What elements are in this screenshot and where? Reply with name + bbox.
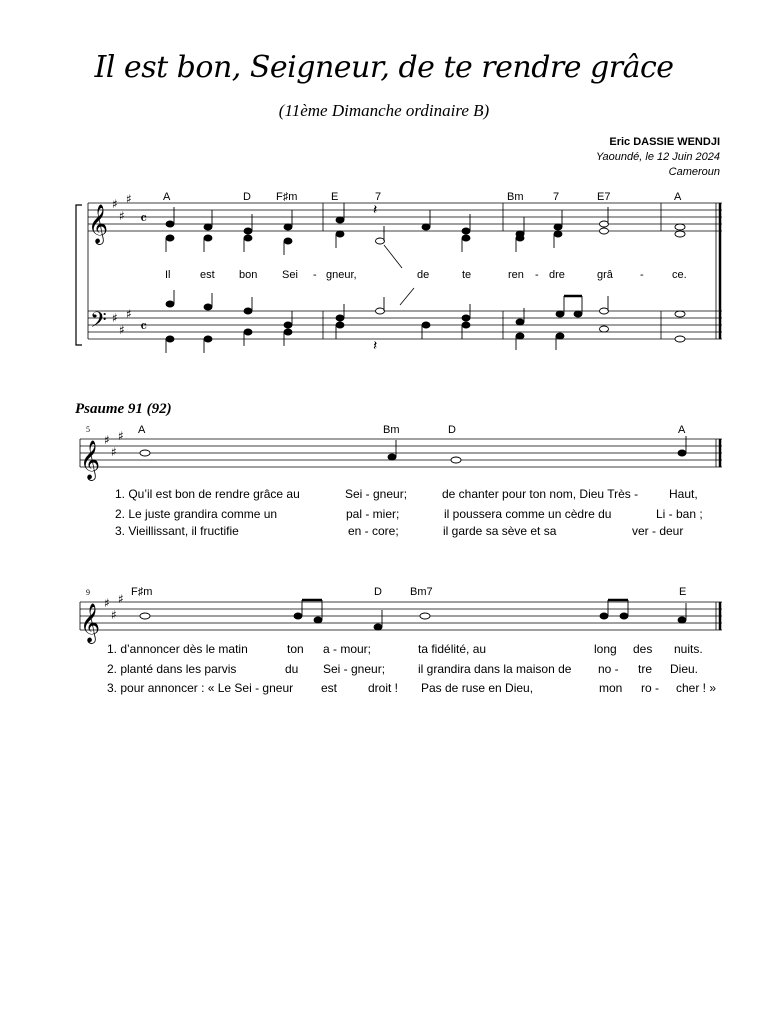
common-time-icon: 𝄴 — [140, 209, 148, 228]
treble-clef-icon: 𝄞 — [80, 603, 101, 643]
chord-symbol: A — [678, 424, 686, 436]
chord-symbol: E — [331, 191, 339, 203]
common-time-icon: 𝄴 — [140, 317, 148, 336]
verse-text: il poussera comme un cèdre du — [444, 507, 612, 521]
verse-text: ton — [287, 642, 304, 656]
verse-text: Sei - gneur; — [323, 662, 386, 676]
chord-symbol: F♯m — [276, 191, 298, 203]
chord-symbol: E7 — [597, 191, 611, 203]
verse-text: pal - mier; — [346, 507, 400, 521]
verse-text: en - core; — [348, 524, 399, 538]
verse-text: 1. Qu’il est bon de rendre grâce au — [115, 487, 300, 501]
treble-clef-icon: 𝄞 — [88, 204, 109, 244]
verse-text: Li - ban ; — [656, 507, 703, 521]
verse-text: il garde sa sève et sa — [443, 524, 557, 538]
place-date: Yaoundé, le 12 Juin 2024 — [596, 151, 720, 163]
bass-clef-icon: 𝄢 — [90, 308, 107, 338]
quarter-rest-icon: 𝄽 — [373, 338, 378, 354]
svg-text:♯: ♯ — [104, 433, 110, 447]
chord-symbol: D — [448, 424, 456, 436]
lyric-syllable: - — [640, 269, 644, 281]
refrain-treble-notes — [166, 203, 685, 255]
lyric-syllable: ren — [508, 269, 524, 281]
page-subtitle: (11ème Dimanche ordinaire B) — [278, 101, 490, 120]
verse-text: Dieu. — [670, 662, 699, 676]
chord-symbol: E — [679, 586, 687, 598]
refrain-bass-notes — [166, 290, 685, 353]
verse-text: est — [321, 681, 338, 695]
verse-text: ta fidélité, au — [418, 642, 487, 656]
svg-text:♯: ♯ — [126, 192, 132, 206]
svg-text:♯: ♯ — [112, 197, 118, 211]
verse-text: no - — [598, 662, 619, 676]
lyric-syllable: - — [535, 269, 539, 281]
svg-text:♯: ♯ — [119, 209, 125, 223]
refrain-treble-staff — [88, 203, 722, 231]
verse-text: de chanter pour ton nom, Dieu Très - — [442, 487, 639, 501]
chord-symbol: D — [374, 586, 382, 598]
chord-symbol: A — [163, 191, 171, 203]
chord-symbol: 7 — [375, 191, 382, 203]
measure-number: 5 — [86, 425, 90, 434]
svg-text:♯: ♯ — [126, 307, 132, 321]
psalm-staff-1-notes — [140, 436, 686, 463]
chord-symbol: A — [674, 191, 682, 203]
chord-symbol: A — [138, 424, 146, 436]
page-title: Il est bon, Seigneur, de te rendre grâce — [94, 50, 674, 85]
svg-text:♯: ♯ — [104, 596, 110, 610]
chord-symbol: Bm — [383, 424, 400, 436]
verse-text: 2. Le juste grandira comme un — [115, 507, 278, 521]
verse-text: des — [633, 642, 653, 656]
psalm-staff-2-notes — [140, 600, 686, 630]
verse-text: long — [594, 642, 617, 656]
lyric-syllable: ce. — [672, 269, 687, 281]
verse-text: ro - — [641, 681, 659, 695]
verse-text: Sei - gneur; — [345, 487, 408, 501]
svg-text:♯: ♯ — [111, 608, 117, 622]
verse-text: 1. d’annoncer dès le matin — [107, 642, 248, 656]
lyric-syllable: Sei — [282, 269, 298, 281]
verse-text: 3. pour annoncer : « Le Sei - gneur — [107, 681, 294, 695]
chord-symbol: Bm7 — [410, 586, 433, 598]
verse-text: Haut, — [669, 487, 698, 501]
lyric-syllable: te — [462, 269, 472, 281]
lyric-syllable: dre — [549, 269, 565, 281]
lyric-syllable: bon — [239, 269, 258, 281]
lyric-syllable: de — [417, 269, 430, 281]
verse-text: nuits. — [674, 642, 703, 656]
psalm-title: Psaume 91 (92) — [75, 401, 172, 417]
measure-number: 9 — [86, 588, 90, 597]
svg-text:♯: ♯ — [118, 592, 124, 606]
refrain-bass-staff — [88, 311, 722, 339]
lyric-syllable: est — [200, 269, 215, 281]
verse-text: droit ! — [368, 681, 399, 695]
verse-text: cher ! » — [676, 681, 717, 695]
verse-text: Pas de ruse en Dieu, — [421, 681, 534, 695]
quarter-rest-icon: 𝄽 — [373, 202, 378, 218]
chord-symbol: 7 — [553, 191, 560, 203]
verse-text: 3. Vieillissant, il fructifie — [115, 524, 239, 538]
verse-text: 2. planté dans les parvis — [107, 662, 237, 676]
chord-symbol: Bm — [507, 191, 524, 203]
treble-clef-icon: 𝄞 — [80, 440, 101, 480]
chord-symbol: D — [243, 191, 251, 203]
lyric-syllable: gneur, — [326, 269, 357, 281]
svg-text:♯: ♯ — [118, 429, 124, 443]
verse-text: mon — [599, 681, 623, 695]
lyric-syllable: Il — [165, 269, 171, 281]
lyric-syllable: - — [313, 269, 317, 281]
verse-text: ver - deur — [632, 524, 684, 538]
svg-text:♯: ♯ — [119, 323, 125, 337]
verse-text: a - mour; — [323, 642, 372, 656]
verse-text: du — [285, 662, 299, 676]
psalm-staff-1 — [80, 439, 722, 467]
svg-text:♯: ♯ — [111, 445, 117, 459]
svg-text:♯: ♯ — [112, 311, 118, 325]
verse-text: il grandira dans la maison de — [418, 662, 572, 676]
lyric-syllable: grâ — [597, 269, 613, 281]
verse-text: tre — [638, 662, 653, 676]
chord-symbol: F♯m — [131, 586, 153, 598]
composer-name: Eric DASSIE WENDJI — [609, 136, 720, 148]
country: Cameroun — [668, 166, 720, 178]
